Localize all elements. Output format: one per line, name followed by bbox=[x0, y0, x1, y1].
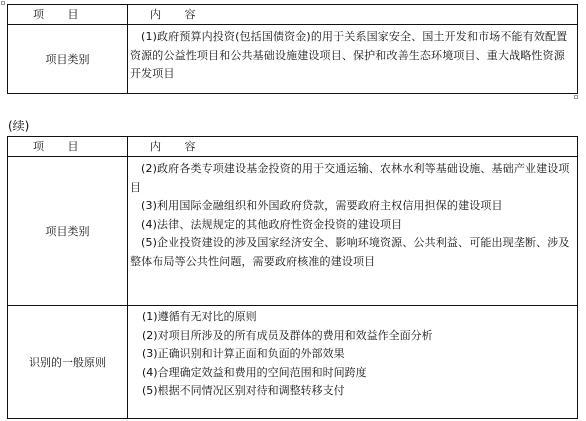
list-item: (2)对项目所涉及的所有成员及群体的费用和效益作全面分析 bbox=[142, 328, 433, 342]
table-row bbox=[8, 157, 577, 306]
row-label-cell bbox=[8, 25, 128, 93]
continued-label: (续) bbox=[8, 119, 30, 133]
header-content-label: 内 容 bbox=[150, 140, 206, 153]
list-item: (3)利用国际金融组织和外国政府贷款，需要政府主权信用担保的建设项目 bbox=[141, 199, 503, 212]
header-content-label: 内 容 bbox=[150, 8, 206, 21]
row-label: 项目类别 bbox=[45, 224, 90, 238]
header-cell-content bbox=[128, 137, 577, 156]
row-content-cell bbox=[128, 25, 577, 93]
row-label: 识别的一般原则 bbox=[29, 355, 106, 369]
table-resize-handle-icon[interactable] bbox=[574, 95, 578, 99]
list-item: (5)企业投资建设的涉及国家经济安全、影响环境资源、公共利益、可能出现垄断、涉及整体布局等公共性问题，需要政府核准的建设项目 bbox=[130, 236, 570, 268]
table-project-category-continued bbox=[7, 136, 578, 419]
list-item: (3)正确识别和计算正面和负面的外部效果 bbox=[142, 347, 345, 360]
header-cell-item bbox=[8, 5, 128, 24]
row-label-cell bbox=[8, 306, 128, 418]
header-cell-item bbox=[8, 137, 128, 156]
row-label-cell bbox=[8, 157, 128, 305]
table-move-handle-icon[interactable] bbox=[1, 1, 5, 5]
table-row bbox=[8, 25, 577, 93]
table-project-category bbox=[7, 4, 578, 94]
content-paragraph: (1)政府预算内投资(包括国债资金)的用于关系国家安全、国土开发和市场不能有效配置资源的公益性项目和公共基础设施建设项目、保护和改善生态环境项目、重大战略性资源开发项目 bbox=[130, 30, 568, 80]
list-item: (2)政府各类专项建设基金投资的用于交通运输、农林水利等基础设施、基础产业建设项目 bbox=[130, 162, 570, 194]
table-row bbox=[8, 306, 577, 418]
header-item-label: 项 目 bbox=[33, 140, 89, 153]
list-item: (4)合理确定效益和费用的空间范围和时间跨度 bbox=[142, 365, 367, 379]
row-content-cell bbox=[128, 306, 577, 418]
header-item-label: 项 目 bbox=[33, 8, 89, 21]
list-item: (5)根据不同情况区别对待和调整转移支付 bbox=[142, 384, 345, 397]
row-label: 项目类别 bbox=[45, 52, 90, 66]
table-header-row bbox=[8, 5, 577, 25]
table-header-row bbox=[8, 137, 577, 157]
list-item: (4)法律、法规规定的其他政府性资金投资的建设项目 bbox=[141, 217, 403, 231]
list-item: (1)遵循有无对比的原则 bbox=[142, 310, 257, 323]
row-content-cell bbox=[128, 157, 577, 305]
header-cell-content bbox=[128, 5, 577, 24]
